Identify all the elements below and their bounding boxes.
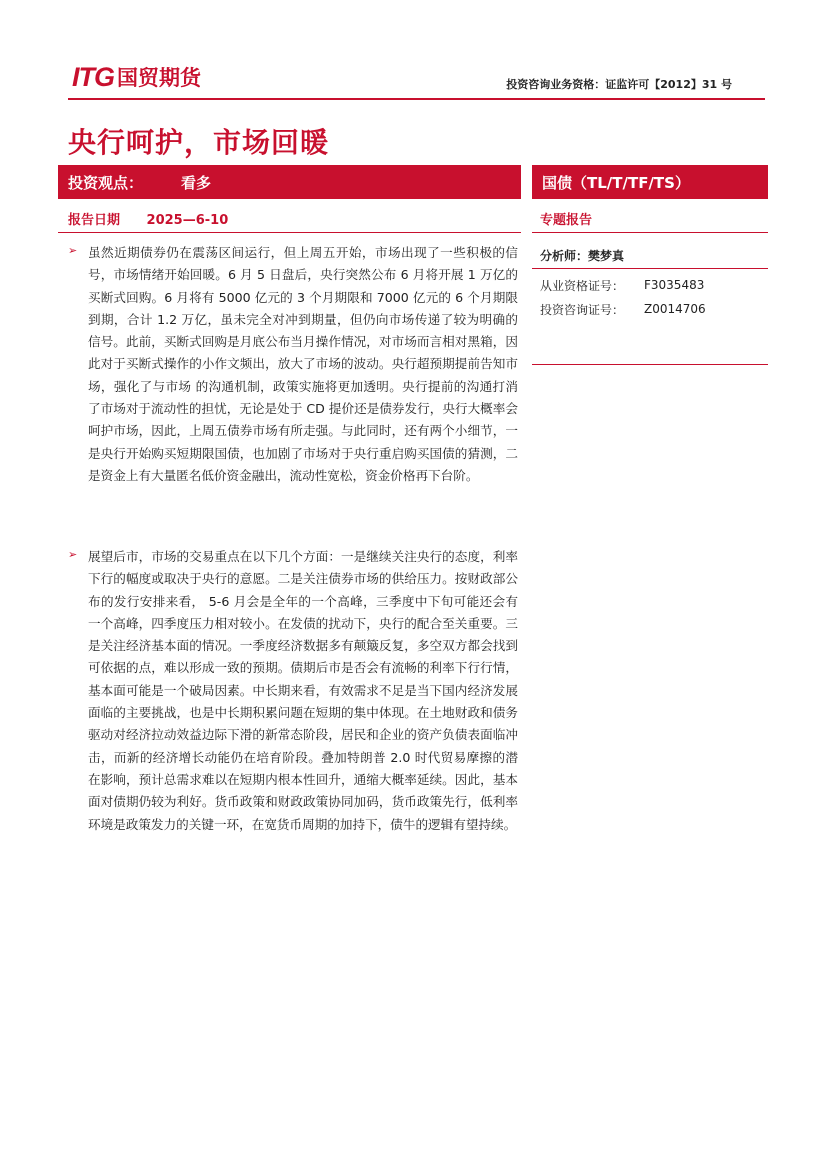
report-date-label: 报告日期 (68, 213, 121, 228)
analyst-block (540, 247, 765, 324)
company-logo (72, 62, 201, 92)
arrow-bullet-icon: ➢ (68, 244, 78, 257)
view-bar (58, 165, 521, 199)
cert-value: F3035483 (644, 278, 705, 292)
report-date-row (68, 209, 228, 228)
analyst-bottom-divider (532, 364, 768, 365)
logo-latin: ITG (72, 61, 114, 92)
page-title: 央行呵护，市场回暖 (68, 126, 330, 159)
analyst-divider (532, 268, 768, 269)
cert-row (540, 276, 765, 294)
report-date-value: 2025—6-10 (146, 213, 229, 228)
paragraph (68, 242, 518, 487)
cert-row (540, 300, 765, 318)
date-divider (58, 232, 521, 233)
paragraph-text: 展望后市，市场的交易重点在以下几个方面：一是继续关注央行的态度，利率下行的幅度或取决于央行的意愿。二是关注债券市场的供给压力。按财政部公布的发行安排来看， 5-6 月会是全年的一个高峰，三季度中下旬可能还会有一个高峰，四季度压力相对较小。在发债的扰动下，央行的配合至关重要。三是关注经济基本面的情况。一季度经济数据多有颠簸反复，多空双方都会找到可依据的点，难以形成一致的预期。债期后市是否会有流畅的利率下行行情，基本面可能是一个破局因素。中长期来看，有效需求不足是当下国内经济发展面临的主要挑战，也是中长期积累问题在短期的集中体现。在土地财政和债务驱动对经济拉动效益边际下滑的新常态阶段，居民和企业的资产负债表面临冲击，而新的经济增长动能仍在培育阶段。叠加特朗普 2.0 时代贸易摩擦的潜在影响，预计总需求难以在短期内根本性回升，通缩大概率延续。因此，基本面对债期仍较为利好。货币政策和财政政策协同加码，货币政策先行，低利率环境是政策发力的关键一环，在宽货币周期的加持下，债牛的逻辑有望持续。 (88, 549, 518, 832)
analyst-name: 分析师：樊梦真 (540, 249, 625, 263)
cert-label: 从业资格证号： (540, 278, 625, 293)
paragraph-text: 虽然近期债券仍在震荡区间运行，但上周五开始，市场出现了一些积极的信号，市场情绪开始回暖。6 月 5 日盘后，央行突然公布 6 月将开展 1 万亿的买断式回购。6 月将有 5000 亿元的 3 个月期限和 7000 亿元的 6 个月期限到期，合计 1.2 万亿，虽未完全对冲到期量，但仍向市场传递了较为明确的信号。此前，买断式回购是月底公布当月操作情况，对市场而言相对黑箱，因此对于买断式操作的小作文频出，放大了市场的波动。央行超预期提前告知市场，强化了与市场 的沟通机制，政策实施将更加透明。央行提前的沟通打消了市场对于流动性的担忧，无论是处于 CD 提价还是债券发行，央行大概率会呵护市场，因此，上周五债券市场有所走强。与此同时，还有两个小细节，一是央行开始购买短期限国债，也加剧了市场对于央行重启购买国债的猜测，二是资金上有大量匿名低价资金融出，流动性宽松，资金价格再下台阶。 (88, 245, 518, 483)
paragraph (68, 546, 518, 836)
report-type: 专题报告 (540, 213, 593, 228)
cert-label: 投资咨询证号： (540, 302, 625, 317)
license-text: 投资咨询业务资格：证监许可【2012】31 号 (506, 78, 732, 91)
product-bar: 国债（TL/T/TF/TS） (532, 165, 768, 199)
logo-chinese: 国贸期货 (117, 66, 201, 90)
report-type-divider (532, 232, 768, 233)
view-value: 看多 (181, 173, 212, 192)
header-divider (68, 98, 765, 100)
view-label: 投资观点： (68, 173, 144, 192)
arrow-bullet-icon: ➢ (68, 548, 78, 561)
cert-value: Z0014706 (644, 302, 706, 316)
